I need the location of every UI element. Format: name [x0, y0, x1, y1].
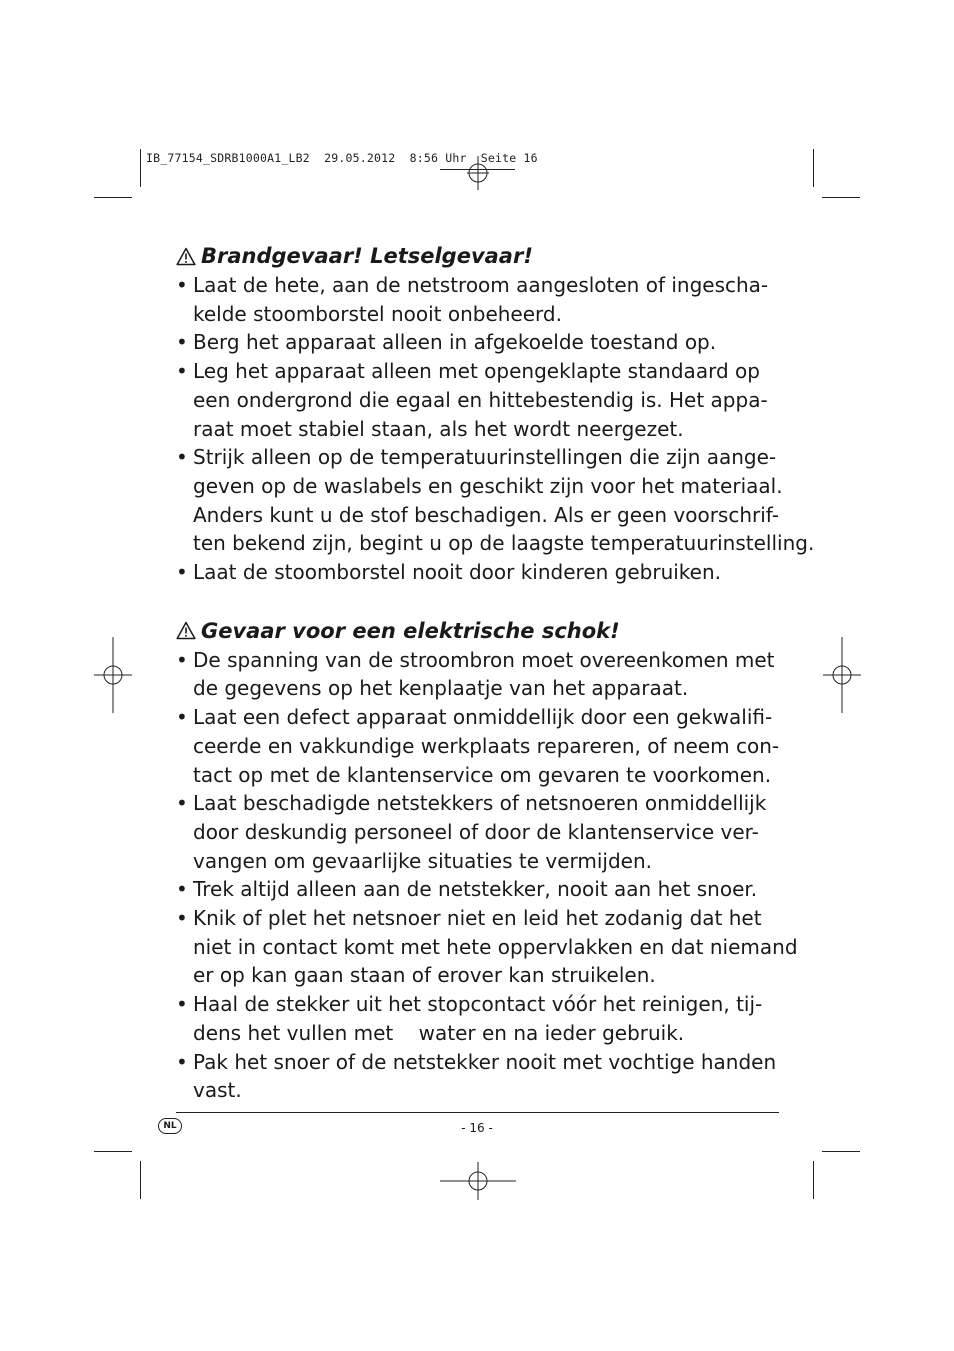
bullet-item-line: Trek altijd alleen aan de netstekker, nooit aan het snoer.	[193, 877, 758, 902]
bullet-item	[176, 646, 788, 703]
bullet-item-line: vast.	[193, 1078, 242, 1103]
bullet-item-line: Haal de stekker uit het stopcontact vóór het reinigen, tij-	[193, 992, 763, 1017]
bullet-item-line: Laat de stoomborstel nooit door kinderen gebruiken.	[193, 560, 722, 585]
bullet-item-line: Strijk alleen op de temperatuurinstellingen die zijn aange-	[193, 445, 777, 470]
section-heading-text: Gevaar voor een elektrische schok!	[201, 618, 620, 643]
section-spacer	[176, 587, 788, 616]
bullet-icon: •	[176, 791, 188, 816]
bullet-item	[176, 443, 815, 558]
bullet-item	[176, 789, 788, 875]
warning-icon	[176, 621, 196, 640]
footer-rule	[176, 1112, 779, 1113]
bullet-item-line: Anders kunt u de stof beschadigen. Als er geen voorschrif-	[193, 502, 779, 527]
bullet-icon: •	[176, 877, 188, 902]
registration-mark-left	[94, 637, 132, 713]
bullet-item	[176, 328, 788, 357]
page-number: - 16 -	[461, 1121, 493, 1135]
bullet-item	[176, 357, 788, 443]
bullet-item-line: tact op met de klantenservice om gevaren te voorkomen.	[193, 762, 772, 787]
bullet-item-line: Laat een defect apparaat onmiddellijk door een gekwalifi-	[193, 705, 773, 730]
bullet-item	[176, 904, 798, 990]
bullet-item-line: niet in contact komt met hete oppervlakken en dat niemand	[193, 934, 798, 959]
bullet-item-line: De spanning van de stroombron moet overeenkomen met	[193, 647, 775, 672]
bullet-item-line: geven op de waslabels en geschikt zijn voor het materiaal.	[193, 473, 783, 498]
section-heading	[176, 241, 788, 271]
bullet-item-line: Laat de hete, aan de netstroom aangesloten of ingescha-	[193, 273, 769, 297]
bullet-item	[176, 990, 788, 1047]
bullet-item-line: dens het vullen met water en na ieder gebruik.	[193, 1020, 685, 1045]
bullet-item-line: er op kan gaan staan of erover kan struikelen.	[193, 963, 656, 988]
language-badge: NL	[158, 1118, 182, 1134]
print-slug: IB_77154_SDRB1000A1_LB2 29.05.2012 8:56 Uhr Seite 16	[146, 151, 538, 165]
bullet-icon: •	[176, 906, 188, 931]
bullet-item	[176, 875, 788, 904]
bullet-item	[176, 703, 788, 789]
registration-mark-right	[823, 637, 861, 713]
bullet-icon: •	[176, 705, 188, 730]
bullet-icon: •	[176, 992, 188, 1017]
bullet-item-line: door deskundig personeel of door de klantenservice ver-	[193, 819, 759, 844]
registration-mark-top	[464, 156, 492, 190]
bullet-item-line: ceerde en vakkundige werkplaats repareren, of neem con-	[193, 733, 780, 758]
bullet-item-line: Berg het apparaat alleen in afgekoelde toestand op.	[193, 330, 717, 355]
warning-icon	[176, 247, 196, 266]
bullet-item-line: Laat beschadigde netstekkers of netsnoeren onmiddellijk	[193, 791, 767, 816]
bullet-item-line: Knik of plet het netsnoer niet en leid het zodanig dat het	[193, 906, 762, 931]
bullet-item-line: Leg het apparaat alleen met opengeklapte standaard op	[193, 359, 760, 384]
section-heading	[176, 616, 788, 646]
bullet-item-line: Pak het snoer of de netstekker nooit met vochtige handen	[193, 1049, 777, 1074]
bullet-icon: •	[176, 445, 188, 470]
bullet-item-line: ten bekend zijn, begint u op de laagste temperatuurinstelling.	[193, 531, 815, 556]
registration-mark-bottom	[440, 1162, 516, 1200]
bullet-item	[176, 1048, 788, 1105]
bullet-icon: •	[176, 330, 188, 355]
main-content	[176, 241, 815, 1105]
bullet-item-line: vangen om gevaarlijke situaties te vermijden.	[193, 848, 653, 873]
bullet-item	[176, 558, 788, 587]
bullet-icon: •	[176, 647, 188, 672]
bullet-icon: •	[176, 560, 188, 585]
bullet-icon: •	[176, 1049, 188, 1074]
bullet-item-line: raat moet stabiel staan, als het wordt neergezet.	[193, 416, 684, 441]
bullet-icon: •	[176, 359, 188, 384]
bullet-icon: •	[176, 273, 188, 297]
bullet-item-line: een ondergrond die egaal en hittebestendig is. Het appa-	[193, 387, 768, 412]
bullet-item	[176, 271, 788, 328]
bullet-item-line: de gegevens op het kenplaatje van het apparaat.	[193, 676, 689, 701]
bullet-item-line: kelde stoomborstel nooit onbeheerd.	[193, 301, 562, 326]
section-heading-text: Brandgevaar! Letselgevaar!	[201, 244, 533, 268]
